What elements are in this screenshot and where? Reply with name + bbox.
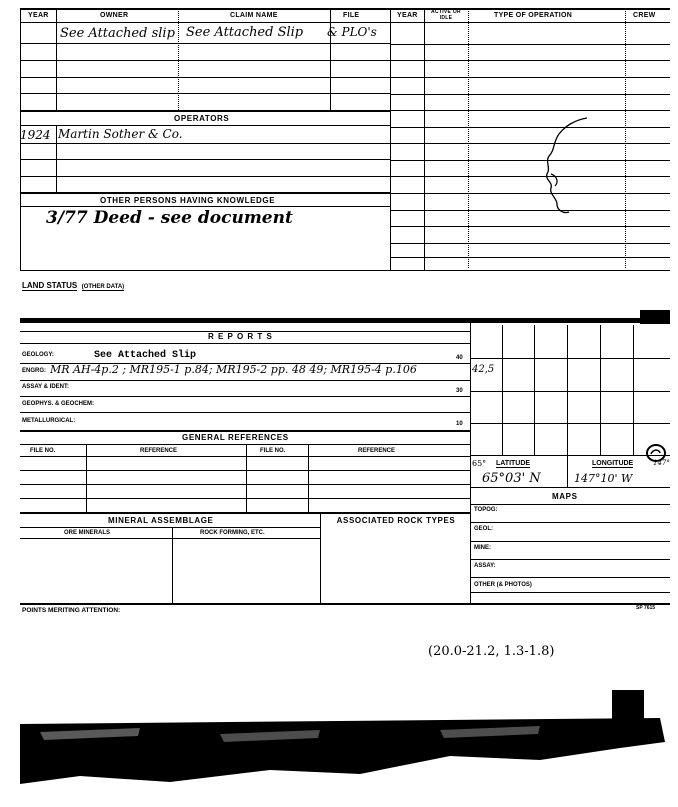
geology-value: See Attached Slip	[94, 350, 197, 361]
general-references-title: GENERAL REFERENCES	[182, 433, 289, 442]
claim-name-entry: See Attached Slip	[186, 25, 304, 40]
longitude-suffix: 147°	[653, 459, 670, 467]
rule	[470, 323, 471, 603]
rule	[246, 444, 247, 512]
circled-mark-icon	[645, 443, 667, 463]
rock-forming-label: ROCK FORMING, ETC.	[200, 530, 265, 536]
rule	[470, 541, 670, 542]
rule	[330, 8, 331, 110]
maps-topog-label: TOPOG:	[474, 507, 498, 513]
rule	[600, 325, 601, 455]
associated-rock-types-title: ASSOCIATED ROCK TYPES	[336, 516, 456, 525]
rule	[390, 176, 670, 177]
rule	[502, 325, 503, 455]
rule	[320, 512, 321, 603]
metallurgical-label: METALLURGICAL:	[22, 418, 76, 424]
squiggle-mark	[535, 112, 605, 222]
rule	[468, 8, 469, 268]
rule	[172, 527, 173, 603]
scale-40: 40	[456, 355, 463, 361]
coordinates-note: (20.0-21.2, 1.3-1.8)	[428, 644, 555, 659]
rule	[20, 8, 670, 10]
rule	[20, 176, 390, 177]
rule	[20, 603, 670, 605]
ore-minerals-label: ORE MINERALS	[64, 530, 111, 536]
longitude-value: 147°10' W	[574, 472, 633, 485]
engrg-label: ENGRG:	[22, 368, 46, 374]
assay-label: ASSAY & IDENT:	[22, 384, 70, 390]
scan-smudge	[20, 712, 670, 787]
rule	[390, 77, 670, 78]
rule	[20, 77, 390, 78]
rule	[534, 325, 535, 455]
rule	[178, 8, 179, 110]
rule	[470, 522, 670, 523]
engrg-extra: 42,5	[472, 364, 495, 375]
rule	[20, 60, 390, 61]
rule	[20, 270, 670, 271]
maps-assay-label: ASSAY:	[474, 563, 496, 569]
rule	[20, 512, 470, 514]
rule	[20, 538, 320, 539]
mineral-title: MINERAL ASSEMBLAGE	[108, 516, 214, 525]
rule	[567, 455, 568, 487]
col-year: YEAR	[28, 12, 49, 19]
rule	[390, 60, 670, 61]
geology-label: GEOLOGY:	[22, 352, 54, 358]
rule	[20, 527, 320, 528]
ref-col-reference-2: REFERENCE	[358, 448, 396, 454]
rule	[20, 498, 470, 499]
ref-col-file-no: FILE NO.	[30, 448, 56, 454]
rule	[20, 380, 470, 381]
latitude-label: LATITUDE	[496, 460, 531, 467]
operator-name: Martin Sother & Co.	[58, 127, 183, 141]
operators-title: OPERATORS	[174, 114, 230, 123]
rule	[390, 226, 670, 227]
owner-entry: See Attached slip	[60, 26, 175, 41]
operator-year: 1924	[20, 128, 51, 142]
rule	[20, 484, 470, 485]
rule	[470, 504, 670, 505]
land-status-title: LAND STATUS	[22, 281, 78, 290]
rule	[20, 206, 390, 207]
maps-title: MAPS	[552, 492, 578, 501]
rule	[390, 127, 670, 128]
rule	[20, 110, 390, 112]
rule	[424, 8, 425, 270]
rule	[20, 412, 470, 413]
latitude-prefix: 65°	[472, 459, 487, 468]
col-crew: CREW	[633, 12, 656, 19]
rule	[20, 125, 390, 126]
rule	[20, 43, 390, 44]
rule	[20, 444, 470, 445]
rule	[20, 22, 670, 23]
col-claim-name: CLAIM NAME	[230, 12, 278, 19]
rule	[390, 257, 670, 258]
rule	[470, 423, 670, 424]
rule	[390, 193, 670, 194]
scan-edge	[20, 318, 670, 323]
rule	[390, 94, 670, 95]
latitude-value: 65°03' N	[482, 471, 541, 486]
rule	[20, 93, 390, 94]
rule	[470, 559, 670, 560]
col-file: FILE	[343, 12, 360, 19]
rule	[20, 470, 470, 471]
ref-col-reference: REFERENCE	[140, 448, 178, 454]
other-persons-title: OTHER PERSONS HAVING KNOWLEDGE	[100, 196, 276, 205]
rule	[86, 444, 87, 512]
rule	[20, 456, 470, 457]
maps-mine-label: MINE:	[474, 545, 491, 551]
rule	[470, 455, 670, 456]
rule	[390, 110, 670, 111]
rule	[470, 592, 670, 593]
rule	[390, 8, 391, 270]
rule	[20, 343, 470, 344]
col-type-of-operation: TYPE OF OPERATION	[494, 12, 573, 19]
geophys-label: GEOPHYS. & GEOCHEM:	[22, 401, 95, 407]
longitude-label: LONGITUDE	[592, 460, 634, 467]
rule	[20, 192, 390, 194]
rule	[20, 143, 390, 144]
rule	[633, 325, 634, 455]
maps-other-label: OTHER (& PHOTOS)	[474, 582, 532, 588]
land-status-label	[22, 275, 124, 293]
rule	[390, 210, 670, 211]
rule	[470, 577, 670, 578]
rule	[625, 8, 626, 268]
rule	[470, 358, 670, 359]
rule	[390, 160, 670, 161]
rule	[20, 396, 470, 397]
rule	[470, 487, 670, 488]
file-entry: & PLO's	[327, 25, 377, 39]
col-owner: OWNER	[100, 12, 129, 19]
maps-geol-label: GEOL:	[474, 526, 493, 532]
rule	[390, 143, 670, 144]
scale-10: 10	[456, 421, 463, 427]
scan-edge	[640, 310, 670, 324]
rule	[567, 325, 568, 455]
reports-title: R E P O R T S	[208, 332, 273, 341]
land-status-sub: (OTHER DATA)	[81, 284, 125, 290]
scale-30: 30	[456, 388, 463, 394]
col-year-2: YEAR	[397, 12, 418, 19]
points-meriting-attention-label: POINTS MERITING ATTENTION:	[22, 607, 121, 614]
rule	[20, 430, 470, 432]
col-active-or-idle: ACTIVE OR IDLE	[431, 9, 461, 21]
other-persons-entry: 3/77 Deed - see document	[46, 208, 293, 228]
form-number: SP 7615	[636, 605, 656, 611]
rule	[390, 44, 670, 45]
rule	[56, 8, 57, 110]
engrg-value: MR AH-4p.2 ; MR195-1 p.84; MR195-2 pp. 48 49; MR195-4 p.106	[50, 363, 417, 376]
rule	[390, 243, 670, 244]
rule	[308, 444, 309, 512]
rule	[20, 159, 390, 160]
ref-col-file-no-2: FILE NO.	[260, 448, 286, 454]
rule	[470, 391, 670, 392]
